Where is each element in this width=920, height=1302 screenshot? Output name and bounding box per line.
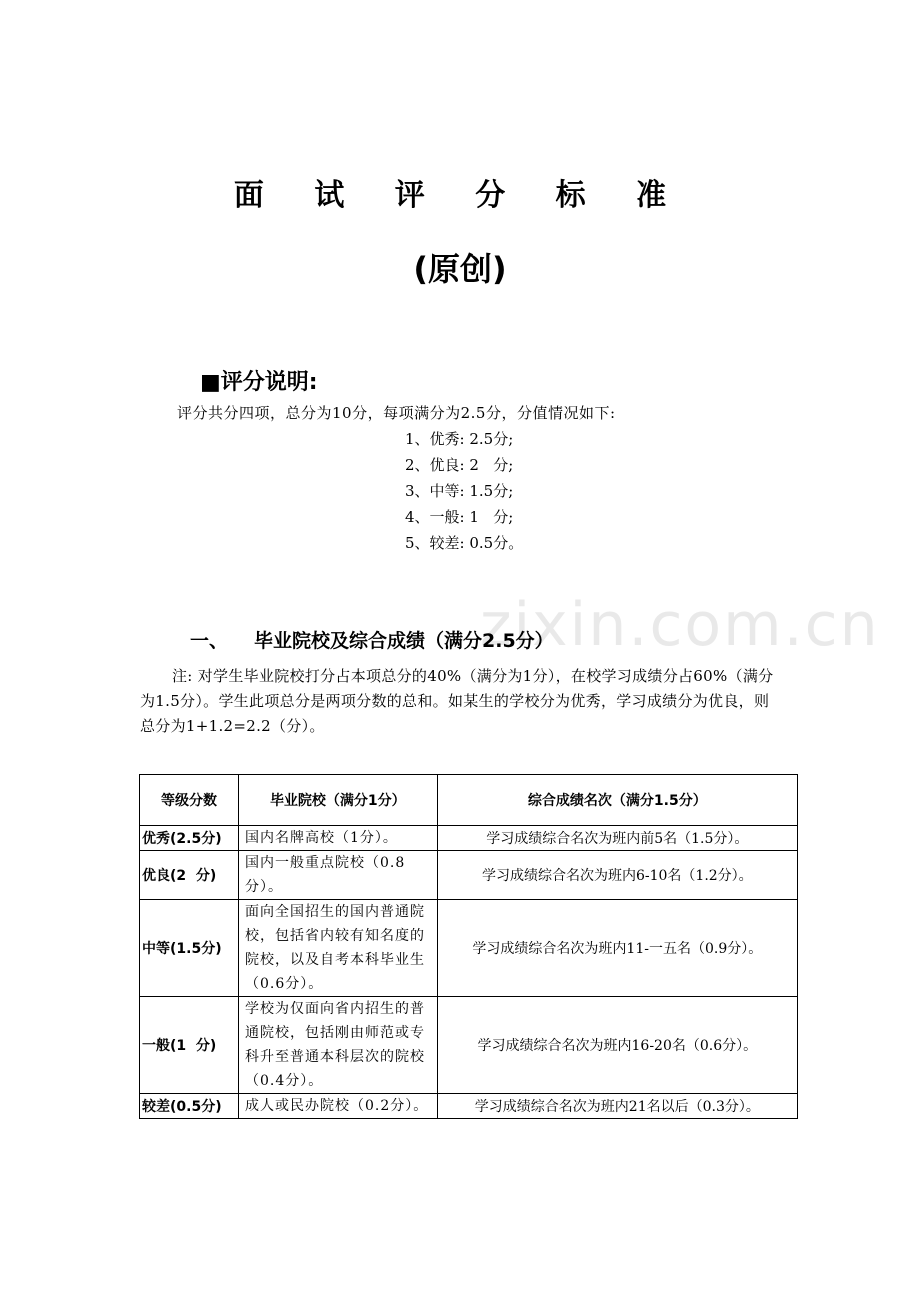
rank-cell: 学习成绩综合名次为班内16-20名（0.6分）。	[437, 997, 797, 1094]
table-header: 等级分数	[140, 775, 239, 826]
list-item: 5、较差: 0.5分。	[405, 534, 524, 552]
table-row	[140, 997, 798, 1094]
grade-cell: 优良(2 分)	[140, 851, 239, 900]
grade-cell: 中等(1.5分)	[140, 900, 239, 997]
table-row	[140, 826, 798, 851]
table-row	[140, 1094, 798, 1119]
school-cell: 学校为仅面向省内招生的普通院校，包括刚由师范或专科升至普通本科层次的院校（0.4分）。	[238, 997, 437, 1094]
section1-number: 一、	[190, 630, 229, 652]
list-item: 4、一般: 1 分;	[405, 508, 514, 526]
table-row	[140, 851, 798, 900]
school-cell: 国内名牌高校（1分）。	[238, 826, 437, 851]
table-row	[140, 900, 798, 997]
grade-cell: 优秀(2.5分)	[140, 826, 239, 851]
rank-cell: 学习成绩综合名次为班内前5名（1.5分）。	[437, 826, 797, 851]
grade-cell: 一般(1 分)	[140, 997, 239, 1094]
rank-cell: 学习成绩综合名次为班内6-10名（1.2分）。	[437, 851, 797, 900]
grading-table	[139, 774, 798, 1119]
rank-cell: 学习成绩综合名次为班内11-一五名（0.9分）。	[437, 900, 797, 997]
table-header: 综合成绩名次（满分1.5分）	[437, 775, 797, 826]
grade-cell: 较差(0.5分)	[140, 1094, 239, 1119]
list-item: 1、优秀: 2.5分;	[405, 430, 514, 448]
list-item: 2、优良: 2 分;	[405, 456, 514, 474]
watermark: zixin.com.cn	[480, 590, 880, 660]
page-title: 面 试 评 分 标 准	[233, 178, 687, 213]
section1-note: 注: 对学生毕业院校打分占本项总分的40%（满分为1分），在校学习成绩分占60%（满分为1.5分）。学生此项总分是两项分数的总和。如某生的学校分为优秀，学习成绩分为优良，则总分为1+1.2=2.2（分）。	[140, 667, 774, 735]
list-item: 3、中等: 1.5分;	[405, 482, 514, 500]
school-cell: 面向全国招生的国内普通院校，包括省内较有知名度的院校，以及自考本科毕业生（0.6分）。	[238, 900, 437, 997]
rank-cell: 学习成绩综合名次为班内21名以后（0.3分）。	[437, 1094, 797, 1119]
page-subtitle: (原创)	[413, 250, 507, 288]
table-header-row	[140, 775, 798, 826]
grade-list	[405, 426, 523, 556]
table-header: 毕业院校（满分1分）	[238, 775, 437, 826]
scoring-heading: ■评分说明:	[200, 370, 318, 395]
school-cell: 成人或民办院校（0.2分）。	[238, 1094, 437, 1119]
section1-title: 毕业院校及综合成绩（满分2.5分）	[254, 630, 554, 652]
school-cell: 国内一般重点院校（0.8分）。	[238, 851, 437, 900]
section1-heading	[190, 626, 554, 653]
scoring-intro: 评分共分四项，总分为10分，每项满分为2.5分，分值情况如下:	[177, 404, 616, 422]
